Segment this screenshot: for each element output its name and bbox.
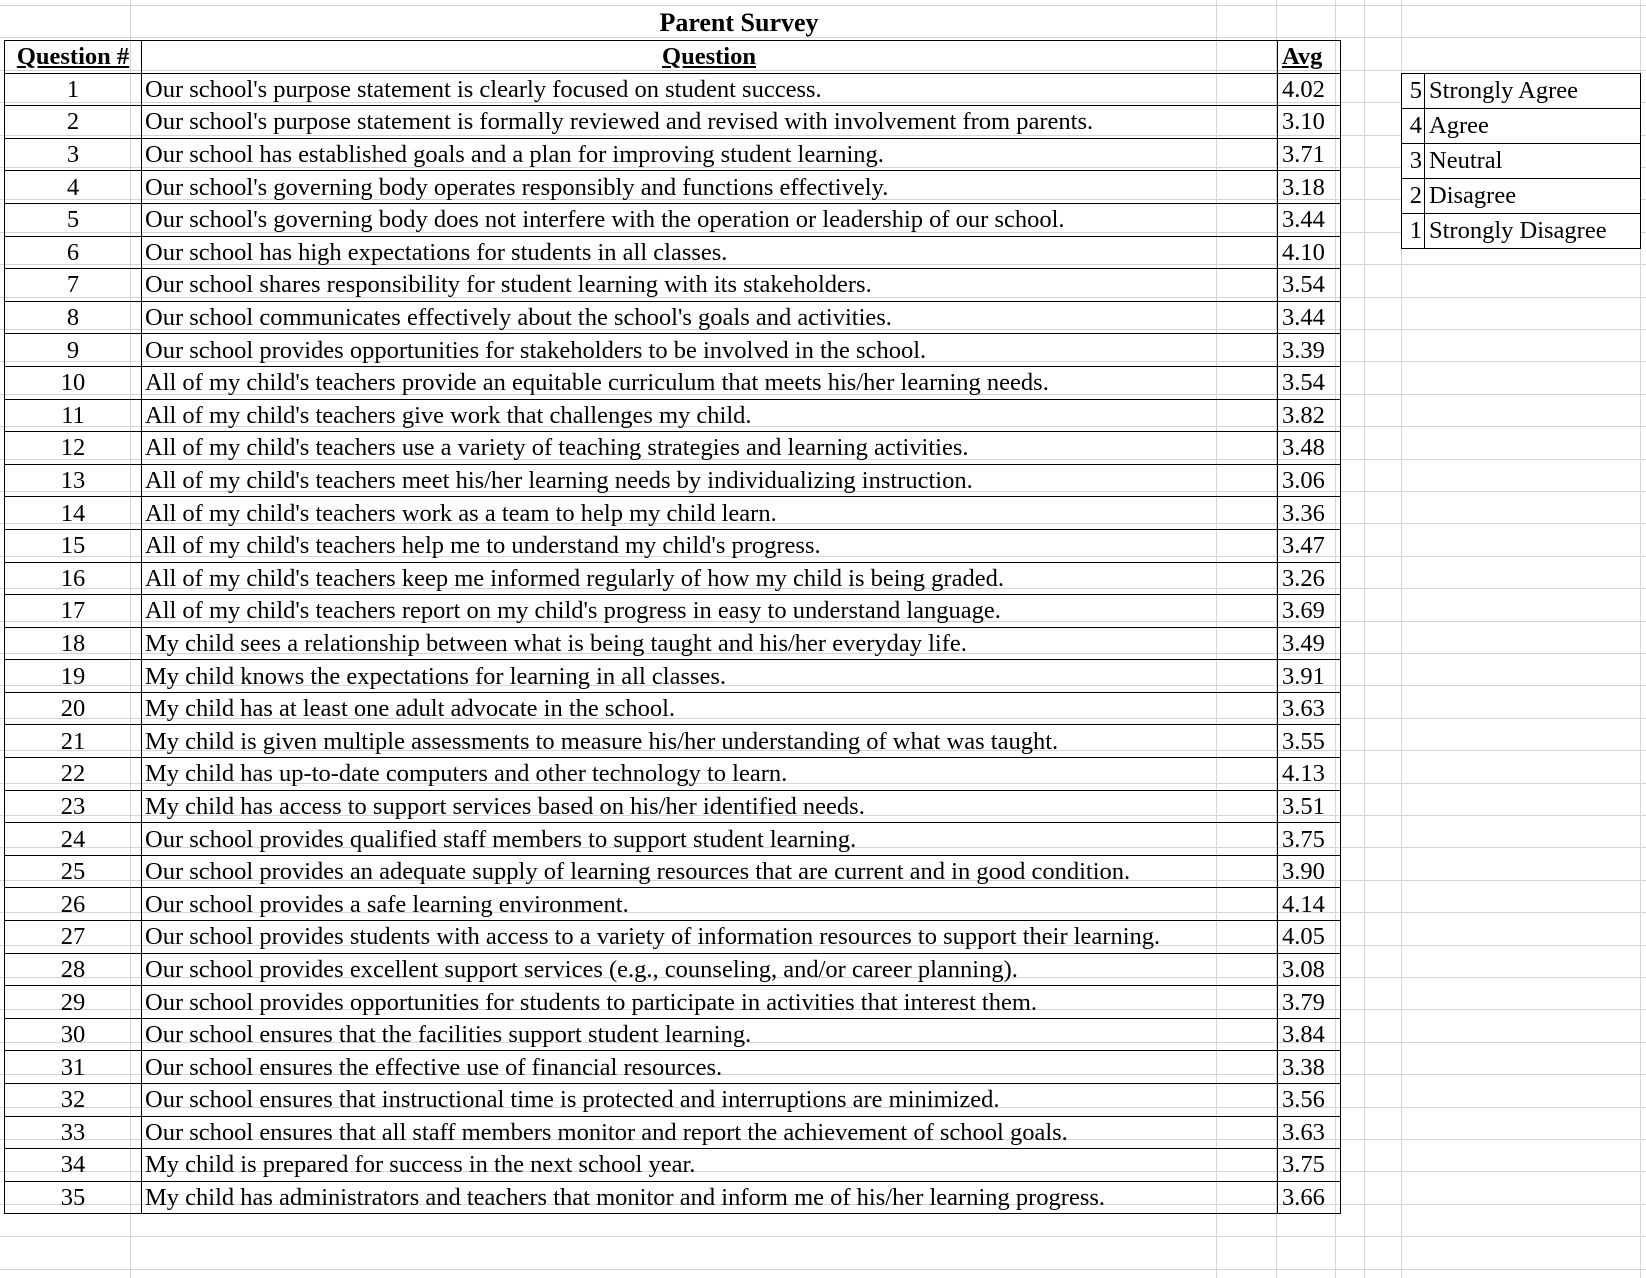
avg-header[interactable]: Avg [1278, 41, 1341, 74]
avg-cell[interactable]: 3.18 [1278, 171, 1341, 204]
avg-cell[interactable]: 3.49 [1278, 627, 1341, 660]
avg-cell[interactable]: 3.90 [1278, 855, 1341, 888]
avg-cell[interactable]: 3.36 [1278, 497, 1341, 530]
question-text-cell[interactable]: Our school provides qualified staff members to support student learning. [142, 823, 1278, 856]
table-row [5, 562, 1341, 595]
avg-cell[interactable]: 3.44 [1278, 301, 1341, 334]
avg-cell[interactable]: 4.05 [1278, 921, 1341, 954]
legend-row [1402, 143, 1640, 178]
avg-cell[interactable]: 3.06 [1278, 464, 1341, 497]
legend-value[interactable]: 4 [1402, 109, 1425, 143]
table-row [5, 138, 1341, 171]
question-number-cell[interactable]: 28 [5, 953, 142, 986]
table-row [5, 692, 1341, 725]
question-number-cell[interactable]: 2 [5, 106, 142, 139]
table-row [5, 203, 1341, 236]
table-row [5, 301, 1341, 334]
avg-cell[interactable]: 3.10 [1278, 106, 1341, 139]
question-number-cell[interactable]: 24 [5, 823, 142, 856]
question-text-cell[interactable]: Our school ensures that the facilities support student learning. [142, 1018, 1278, 1051]
legend-label[interactable]: Disagree [1429, 182, 1517, 209]
question-text-cell[interactable]: My child has access to support services based on his/her identified needs. [142, 790, 1278, 823]
legend-value[interactable]: 1 [1402, 214, 1425, 248]
grid-row-line [0, 1236, 1646, 1237]
question-text-cell[interactable]: Our school ensures the effective use of financial resources. [142, 1051, 1278, 1084]
question-number-cell[interactable]: 6 [5, 236, 142, 269]
question-text-cell[interactable]: All of my child's teachers help me to understand my child's progress. [142, 529, 1278, 562]
question-text-cell[interactable]: All of my child's teachers provide an equitable curriculum that meets his/her learning needs. [142, 366, 1278, 399]
question-number-header[interactable]: Question # [5, 41, 142, 74]
avg-cell[interactable]: 3.54 [1278, 366, 1341, 399]
table-row [5, 432, 1341, 465]
question-number-cell[interactable]: 32 [5, 1084, 142, 1117]
avg-cell[interactable]: 3.08 [1278, 953, 1341, 986]
table-row [5, 171, 1341, 204]
question-text-cell[interactable]: Our school provides excellent support services (e.g., counseling, and/or career planning). [142, 953, 1278, 986]
avg-cell[interactable]: 3.56 [1278, 1084, 1341, 1117]
table-row [5, 921, 1341, 954]
question-text-cell[interactable]: Our school provides an adequate supply of learning resources that are current and in good condition. [142, 855, 1278, 888]
question-text-cell[interactable]: Our school's governing body operates responsibly and functions effectively. [142, 171, 1278, 204]
question-number-cell[interactable]: 13 [5, 464, 142, 497]
question-number-cell[interactable]: 30 [5, 1018, 142, 1051]
question-text-cell[interactable]: Our school provides a safe learning environment. [142, 888, 1278, 921]
question-text-cell[interactable]: All of my child's teachers give work that challenges my child. [142, 399, 1278, 432]
avg-cell[interactable]: 3.79 [1278, 986, 1341, 1019]
avg-cell[interactable]: 3.26 [1278, 562, 1341, 595]
question-number-cell[interactable]: 29 [5, 986, 142, 1019]
table-row [5, 1116, 1341, 1149]
question-number-cell[interactable]: 7 [5, 269, 142, 302]
question-number-cell[interactable]: 21 [5, 725, 142, 758]
avg-cell[interactable]: 3.39 [1278, 334, 1341, 367]
legend-row [1402, 178, 1640, 213]
survey-table [4, 40, 1341, 1214]
question-number-cell[interactable]: 4 [5, 171, 142, 204]
question-number-cell[interactable]: 15 [5, 529, 142, 562]
table-row [5, 269, 1341, 302]
table-row [5, 725, 1341, 758]
table-row [5, 888, 1341, 921]
question-text-cell[interactable]: My child sees a relationship between what is being taught and his/her everyday life. [142, 627, 1278, 660]
header-row [5, 41, 1341, 74]
question-number-cell[interactable]: 3 [5, 138, 142, 171]
question-number-cell[interactable]: 10 [5, 366, 142, 399]
table-row [5, 399, 1341, 432]
table-row [5, 106, 1341, 139]
legend-label[interactable]: Strongly Disagree [1429, 217, 1607, 244]
avg-cell[interactable]: 3.63 [1278, 1116, 1341, 1149]
question-number-cell[interactable]: 31 [5, 1051, 142, 1084]
question-number-cell[interactable]: 26 [5, 888, 142, 921]
avg-cell[interactable]: 3.47 [1278, 529, 1341, 562]
question-number-cell[interactable]: 19 [5, 660, 142, 693]
avg-cell[interactable]: 3.54 [1278, 269, 1341, 302]
table-row [5, 1051, 1341, 1084]
avg-cell[interactable]: 3.38 [1278, 1051, 1341, 1084]
question-text-cell[interactable]: Our school provides students with access to a variety of information resources to support their learning. [142, 921, 1278, 954]
grid-column-line [1364, 0, 1365, 1278]
legend-label[interactable]: Strongly Agree [1429, 77, 1579, 104]
legend-label[interactable]: Agree [1429, 112, 1489, 139]
avg-cell[interactable]: 3.69 [1278, 595, 1341, 628]
question-number-cell[interactable]: 11 [5, 399, 142, 432]
legend-row [1402, 74, 1640, 108]
question-number-cell[interactable]: 35 [5, 1181, 142, 1214]
avg-cell[interactable]: 3.44 [1278, 203, 1341, 236]
question-text-cell[interactable]: All of my child's teachers keep me informed regularly of how my child is being graded. [142, 562, 1278, 595]
table-row [5, 236, 1341, 269]
avg-cell[interactable]: 3.84 [1278, 1018, 1341, 1051]
question-text-cell[interactable]: Our school's purpose statement is clearly focused on student success. [142, 73, 1278, 106]
table-row [5, 627, 1341, 660]
table-row [5, 855, 1341, 888]
question-header[interactable]: Question [142, 41, 1278, 74]
legend-value[interactable]: 2 [1402, 179, 1425, 213]
question-text-cell[interactable]: Our school has established goals and a plan for improving student learning. [142, 138, 1278, 171]
table-row [5, 73, 1341, 106]
question-text-cell[interactable]: Our school provides opportunities for students to participate in activities that interest them. [142, 986, 1278, 1019]
question-text-cell[interactable]: My child has at least one adult advocate in the school. [142, 692, 1278, 725]
table-row [5, 366, 1341, 399]
table-row [5, 660, 1341, 693]
question-text-cell[interactable]: Our school's purpose statement is formally reviewed and revised with involvement from parents. [142, 106, 1278, 139]
question-text-cell[interactable]: Our school communicates effectively about the school's goals and activities. [142, 301, 1278, 334]
avg-cell[interactable]: 3.63 [1278, 692, 1341, 725]
question-number-cell[interactable]: 14 [5, 497, 142, 530]
question-text-cell[interactable]: Our school ensures that instructional time is protected and interruptions are minimized. [142, 1084, 1278, 1117]
question-number-cell[interactable]: 1 [5, 73, 142, 106]
avg-cell[interactable]: 3.71 [1278, 138, 1341, 171]
question-text-cell[interactable]: Our school provides opportunities for stakeholders to be involved in the school. [142, 334, 1278, 367]
table-row [5, 1149, 1341, 1182]
question-text-cell[interactable]: My child is prepared for success in the next school year. [142, 1149, 1278, 1182]
avg-cell[interactable]: 3.75 [1278, 823, 1341, 856]
table-row [5, 1018, 1341, 1051]
question-number-cell[interactable]: 12 [5, 432, 142, 465]
avg-cell[interactable]: 3.91 [1278, 660, 1341, 693]
table-row [5, 529, 1341, 562]
avg-cell[interactable]: 3.66 [1278, 1181, 1341, 1214]
question-text-cell[interactable]: My child has up-to-date computers and other technology to learn. [142, 758, 1278, 791]
question-text-cell[interactable]: My child knows the expectations for learning in all classes. [142, 660, 1278, 693]
question-text-cell[interactable]: All of my child's teachers use a variety of teaching strategies and learning activities. [142, 432, 1278, 465]
legend-value[interactable]: 3 [1402, 144, 1425, 178]
table-row [5, 953, 1341, 986]
question-text-cell[interactable]: Our school's governing body does not interfere with the operation or leadership of our school. [142, 203, 1278, 236]
question-number-cell[interactable]: 33 [5, 1116, 142, 1149]
question-text-cell[interactable]: All of my child's teachers meet his/her learning needs by individualizing instruction. [142, 464, 1278, 497]
table-row [5, 986, 1341, 1019]
question-number-cell[interactable]: 18 [5, 627, 142, 660]
legend-row [1402, 108, 1640, 143]
question-number-cell[interactable]: 9 [5, 334, 142, 367]
avg-cell[interactable]: 3.51 [1278, 790, 1341, 823]
table-row [5, 464, 1341, 497]
table-row [5, 823, 1341, 856]
question-number-cell[interactable]: 34 [5, 1149, 142, 1182]
question-number-cell[interactable]: 5 [5, 203, 142, 236]
avg-cell[interactable]: 4.13 [1278, 758, 1341, 791]
table-row [5, 790, 1341, 823]
grid-row-line [0, 1269, 1646, 1270]
question-number-cell[interactable]: 22 [5, 758, 142, 791]
avg-cell[interactable]: 3.82 [1278, 399, 1341, 432]
legend-row [1402, 213, 1640, 248]
avg-cell[interactable]: 3.48 [1278, 432, 1341, 465]
table-row [5, 334, 1341, 367]
question-text-cell[interactable]: Our school ensures that all staff members monitor and report the achievement of school goals. [142, 1116, 1278, 1149]
table-row [5, 1084, 1341, 1117]
question-text-cell[interactable]: Our school has high expectations for students in all classes. [142, 236, 1278, 269]
table-row [5, 758, 1341, 791]
avg-cell[interactable]: 3.75 [1278, 1149, 1341, 1182]
question-number-cell[interactable]: 23 [5, 790, 142, 823]
legend-label[interactable]: Neutral [1429, 147, 1503, 174]
table-row [5, 1181, 1341, 1214]
question-number-cell[interactable]: 16 [5, 562, 142, 595]
avg-cell[interactable]: 4.14 [1278, 888, 1341, 921]
question-number-cell[interactable]: 25 [5, 855, 142, 888]
avg-cell[interactable]: 4.10 [1278, 236, 1341, 269]
survey-title: Parent Survey [659, 8, 819, 37]
legend-value[interactable]: 5 [1402, 74, 1425, 108]
question-text-cell[interactable]: My child is given multiple assessments to measure his/her understanding of what was taught. [142, 725, 1278, 758]
rating-legend [1401, 73, 1641, 249]
table-row [5, 497, 1341, 530]
table-row [5, 595, 1341, 628]
question-text-cell[interactable]: All of my child's teachers work as a team to help my child learn. [142, 497, 1278, 530]
question-number-cell[interactable]: 8 [5, 301, 142, 334]
question-number-cell[interactable]: 20 [5, 692, 142, 725]
avg-cell[interactable]: 4.02 [1278, 73, 1341, 106]
question-text-cell[interactable]: My child has administrators and teachers that monitor and inform me of his/her learning progress. [142, 1181, 1278, 1214]
question-text-cell[interactable]: Our school shares responsibility for student learning with its stakeholders. [142, 269, 1278, 302]
question-number-cell[interactable]: 17 [5, 595, 142, 628]
avg-cell[interactable]: 3.55 [1278, 725, 1341, 758]
question-number-cell[interactable]: 27 [5, 921, 142, 954]
question-text-cell[interactable]: All of my child's teachers report on my child's progress in easy to understand language. [142, 595, 1278, 628]
